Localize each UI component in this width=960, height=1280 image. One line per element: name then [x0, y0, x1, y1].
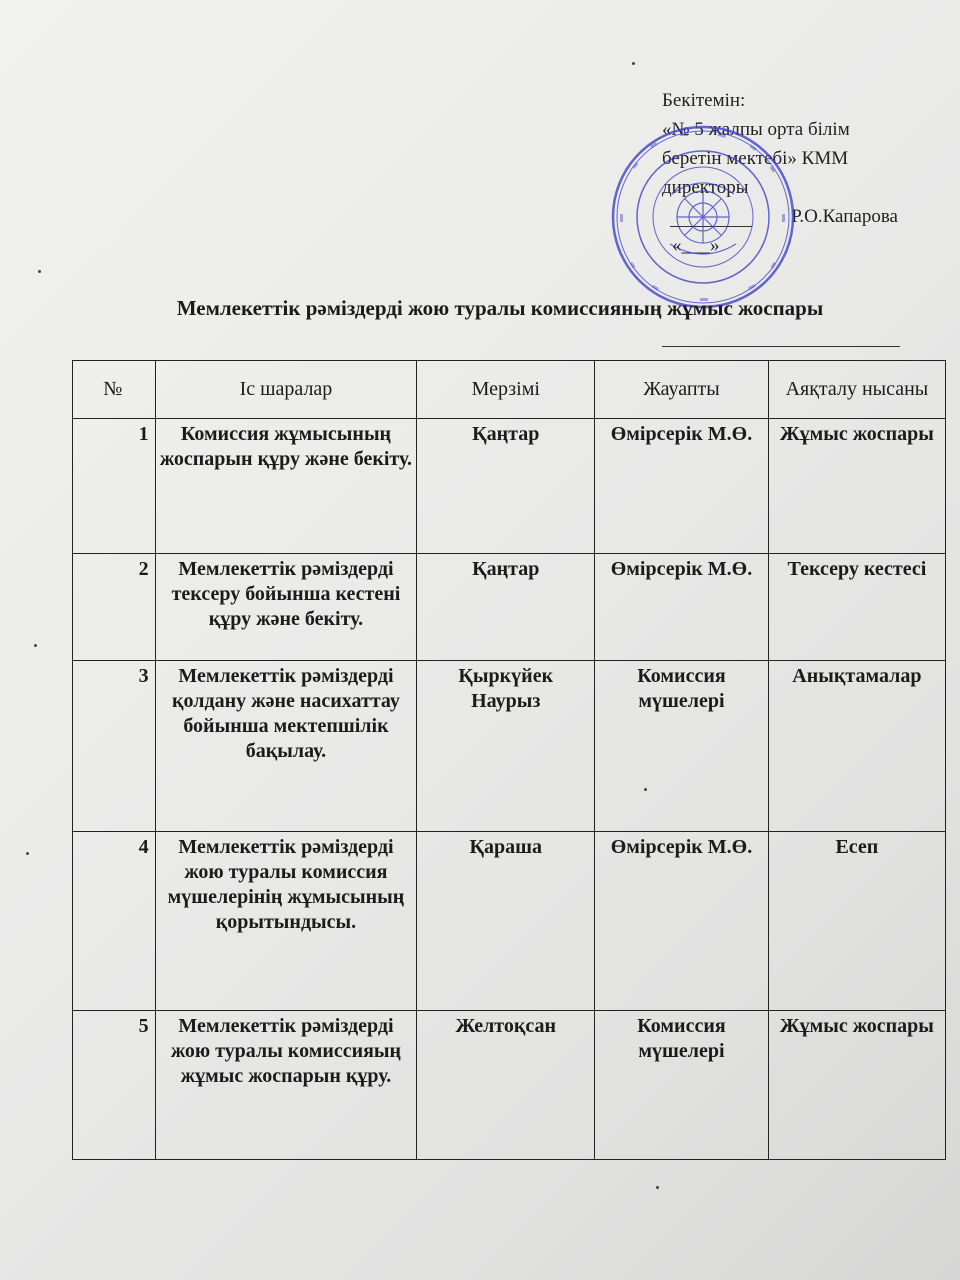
header-num: № — [73, 361, 156, 419]
header-activities: Іс шаралар — [155, 361, 417, 419]
row-term: Қараша — [417, 832, 595, 1011]
table-row — [73, 419, 946, 554]
table-header-row — [73, 361, 946, 419]
approval-school-line-2: беретін мектебі» КММ — [662, 148, 849, 169]
row-activity: Мемлекеттік рәміздерді жою туралы комиссияың жұмыс жоспарын құру. — [155, 1011, 417, 1160]
row-activity: Мемлекеттік рәміздерді тексеру бойынша кестені құру және бекіту. — [155, 554, 417, 661]
signatory-name: Р.О.Капарова — [791, 206, 898, 227]
table-row — [73, 554, 946, 661]
row-num: 5 — [73, 1011, 156, 1160]
table-row — [73, 1011, 946, 1160]
signature-line — [662, 202, 902, 231]
row-completion: Анықтамалар — [768, 661, 945, 832]
row-num: 2 — [73, 554, 156, 661]
row-term: Қыркүйек Наурыз — [417, 661, 595, 832]
header-completion: Аяқталу нысаны — [768, 361, 945, 419]
row-responsible: Өмірсерік М.Ө. — [595, 832, 769, 1011]
row-completion: Жұмыс жоспары — [768, 1011, 945, 1160]
row-term: Қаңтар — [417, 554, 595, 661]
approval-position: директоры — [662, 177, 749, 198]
approval-block — [662, 86, 902, 260]
date-line — [662, 231, 902, 260]
row-num: 3 — [73, 661, 156, 832]
row-completion: Тексеру кестесі — [768, 554, 945, 661]
row-activity: Мемлекеттік рәміздерді қолдану және насихаттау бойынша мектепшілік бақылау. — [155, 661, 417, 832]
header-term: Мерзімі — [417, 361, 595, 419]
row-responsible: Өмірсерік М.Ө. — [595, 554, 769, 661]
paper-speck — [656, 1186, 659, 1189]
paper-speck — [632, 62, 635, 65]
table-row — [73, 661, 946, 832]
date-underline — [662, 346, 900, 347]
row-term: Қаңтар — [417, 419, 595, 554]
approval-school-line-1: «№ 5 жалпы орта білім — [662, 119, 850, 140]
row-completion: Есеп — [768, 832, 945, 1011]
row-completion: Жұмыс жоспары — [768, 419, 945, 554]
row-num: 1 — [73, 419, 156, 554]
header-responsible: Жауапты — [595, 361, 769, 419]
paper-speck — [34, 644, 37, 647]
row-responsible: Комиссия мүшелері — [595, 1011, 769, 1160]
row-term: Желтоқсан — [417, 1011, 595, 1160]
row-responsible: Комиссия мүшелері — [595, 661, 769, 832]
date-quote: «___» — [672, 235, 720, 256]
paper-speck — [26, 852, 29, 855]
approval-heading: Бекітемін: — [662, 90, 746, 111]
row-activity: Комиссия жұмысының жоспарын құру және бекіту. — [155, 419, 417, 554]
row-activity: Мемлекеттік рәміздерді жою туралы комиссия мүшелерінің жұмысының қорытындысы. — [155, 832, 417, 1011]
document-title: Мемлекеттік рәміздерді жою туралы комиссияның жұмыс жоспары — [176, 296, 824, 320]
paper-speck — [38, 270, 41, 273]
signature-blank — [670, 226, 752, 227]
plan-table — [72, 360, 946, 1160]
table-row — [73, 832, 946, 1011]
row-responsible: Өмірсерік М.Ө. — [595, 419, 769, 554]
row-num: 4 — [73, 832, 156, 1011]
